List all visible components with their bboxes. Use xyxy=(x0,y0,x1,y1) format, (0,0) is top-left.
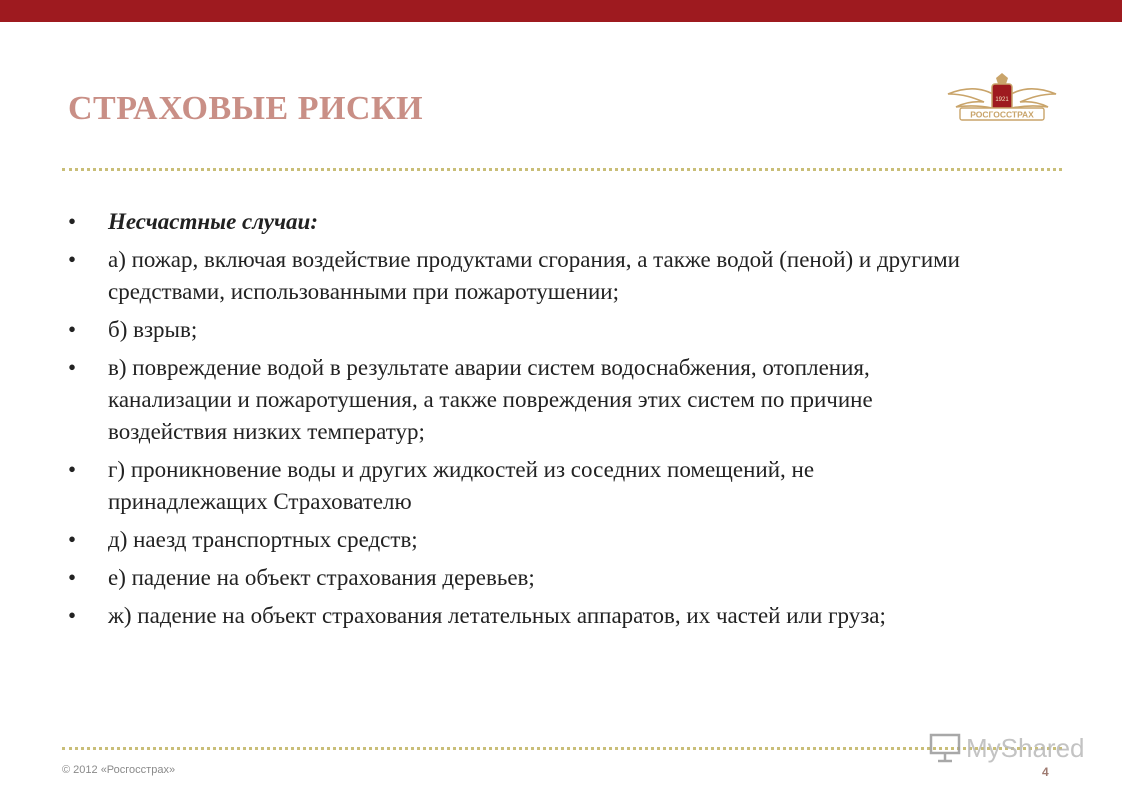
page-number: 4 xyxy=(1042,765,1049,779)
bullet: • xyxy=(68,247,77,272)
list-item xyxy=(68,244,968,308)
rosgosstrakh-logo xyxy=(944,70,1060,126)
bullet: • xyxy=(68,565,77,590)
bullet: • xyxy=(68,527,77,552)
copyright: © 2012 «Росгосстрах» xyxy=(62,764,176,776)
list-item xyxy=(68,314,968,346)
bullet: • xyxy=(68,603,77,628)
logo-brand: РОСГОССТРАХ xyxy=(970,109,1034,120)
bullet: • xyxy=(68,355,77,380)
risk-list xyxy=(68,206,968,632)
list-item-text: а) пожар, включая воздействие продуктами сгорания, а также водой (пеной) и другими средствами, использованными при пожаротушении; xyxy=(108,247,960,304)
list-item xyxy=(68,600,968,632)
list-item xyxy=(68,562,968,594)
bullet: • xyxy=(68,457,77,482)
list-item xyxy=(68,454,968,518)
list-item-text: е) падение на объект страхования деревьев; xyxy=(108,565,535,590)
bullet: • xyxy=(68,209,77,234)
bullet: • xyxy=(68,317,77,342)
list-item xyxy=(68,524,968,556)
myshared-watermark xyxy=(928,728,1108,768)
winged-emblem-icon xyxy=(944,70,1060,126)
logo-year: 1921 xyxy=(995,97,1009,103)
list-item-text: д) наезд транспортных средств; xyxy=(108,527,418,552)
bottom-dotted-divider xyxy=(62,747,1062,750)
list-item-text: ж) падение на объект страхования летательных аппаратов, их частей или груза; xyxy=(108,603,886,628)
list-item xyxy=(68,352,968,448)
watermark-text: MyShared xyxy=(966,732,1085,763)
list-item-text: г) проникновение воды и других жидкостей из соседних помещений, не принадлежащих Страхователю xyxy=(108,457,815,514)
list-item xyxy=(68,206,968,238)
top-accent-bar xyxy=(0,0,1122,22)
list-item-text: в) повреждение водой в результате аварии систем водоснабжения, отопления, канализации и пожаротушения, а также повреждения этих систем по причине воздействия низких температур; xyxy=(108,355,873,444)
slide-content xyxy=(68,206,968,638)
top-dotted-divider xyxy=(62,168,1062,171)
list-heading: Несчастные случаи: xyxy=(108,209,318,234)
presentation-board-icon xyxy=(928,732,962,764)
list-item-text: б) взрыв; xyxy=(108,317,198,342)
slide-title: СТРАХОВЫЕ РИСКИ xyxy=(68,90,424,127)
